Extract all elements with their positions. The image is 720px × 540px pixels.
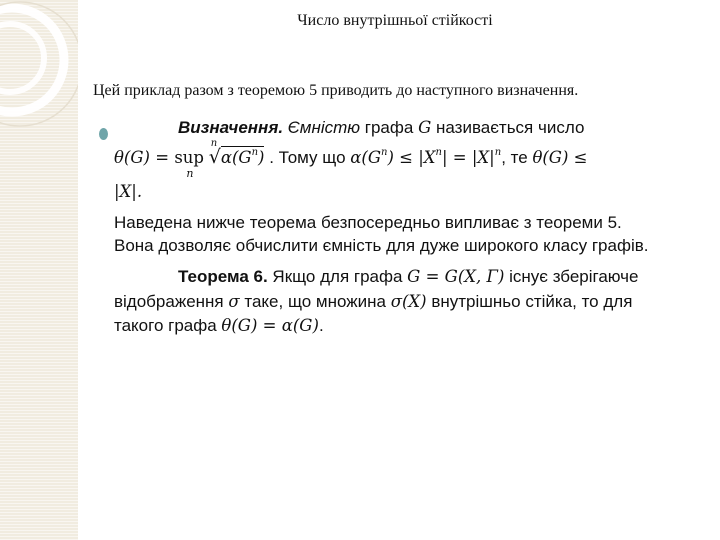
intro-text: Цей приклад разом з теоремою 5 приводить до наступного визначення.	[93, 82, 579, 99]
theta-formula: θ(G) =	[114, 148, 175, 167]
paragraph-line-2: Вона дозволяє обчислити ємність для дуже широкого класу графів.	[114, 236, 649, 255]
bullet-icon	[99, 128, 108, 140]
paragraph-line-1: Наведена нижче теорема безпосередньо випливає з теореми 5.	[114, 213, 622, 232]
definition-term: Ємністю	[287, 118, 361, 137]
theorem-line-3: такого графа θ(G) = α(G).	[114, 316, 324, 335]
definition-line-1: Визначення. Ємністю графа G називається число	[178, 118, 585, 137]
decorative-circles	[0, 0, 78, 540]
theorem-line-2: відображення σ таке, що множина σ(X) внутрішньо стійка, то для	[114, 292, 633, 311]
sup-operator: sup n	[174, 148, 204, 180]
theorem-line-1: Теорема 6. Якщо для графа G = G(X, Γ) існує зберігаюче	[178, 267, 639, 286]
definition-formula-line: θ(G) = sup n n $√\alpha(G^n)$ . Тому що $\alpha(G^n) \le |X^n| = |X|^n$, те θ(G) ≤	[114, 138, 588, 180]
inequality-formula: $\alpha(G^n) \le |X^n| = |X|^n$	[350, 147, 502, 167]
nth-root: n $√\alpha(G^n)$	[208, 138, 265, 168]
theorem-label: Теорема 6.	[178, 267, 268, 286]
slide-title: Число внутрішньої стійкості	[297, 12, 493, 29]
definition-label: Визначення.	[178, 118, 284, 137]
graph-formula: G = G(X, Γ)	[407, 267, 505, 286]
capacity-formula: θ(G) = α(G)	[221, 316, 319, 335]
definition-line-3: |X|.	[114, 182, 143, 201]
decorative-sidebar	[0, 0, 78, 540]
